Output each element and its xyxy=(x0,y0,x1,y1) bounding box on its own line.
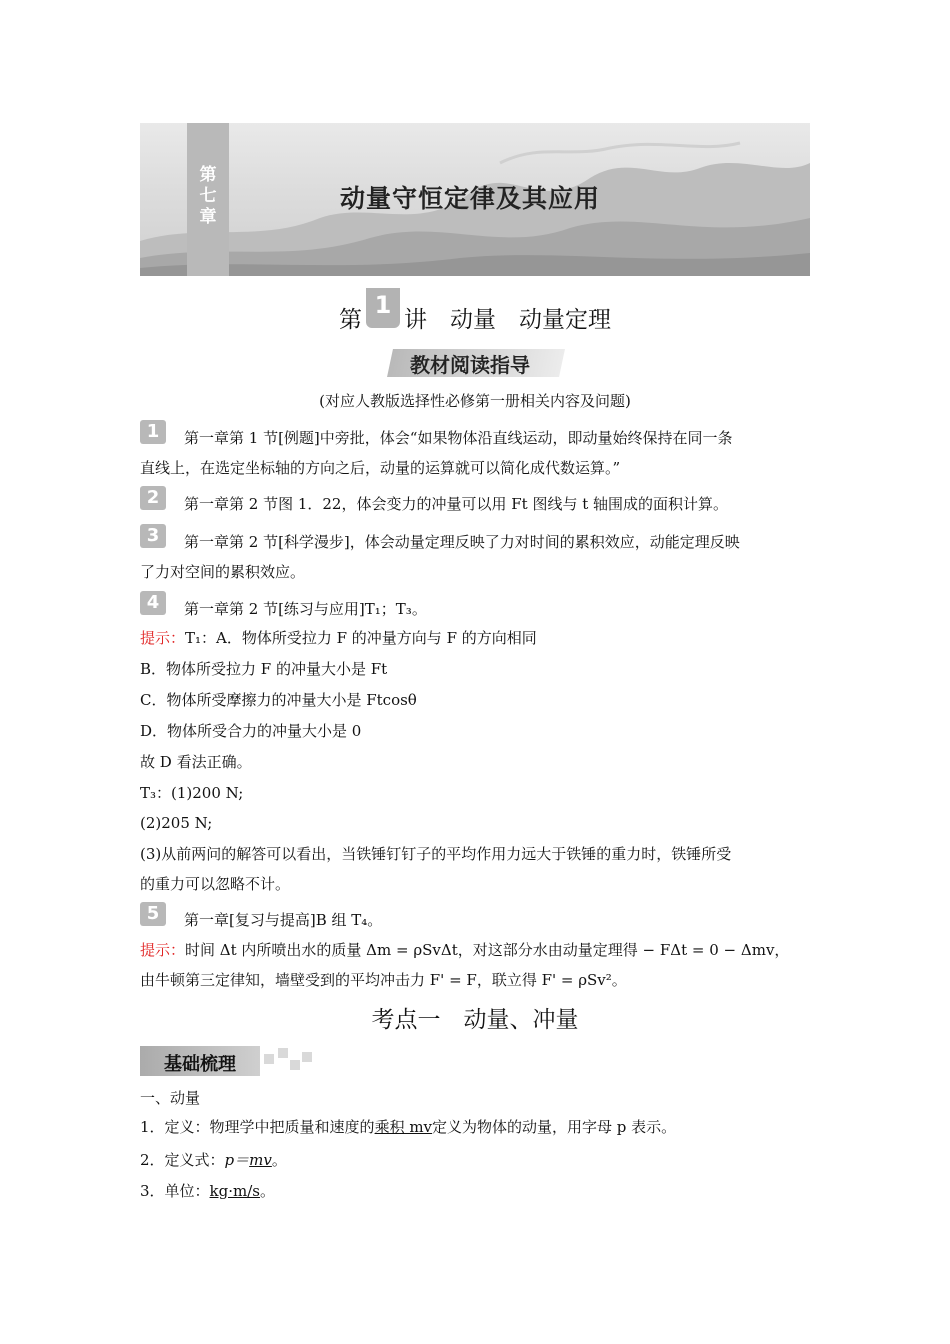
definition-line: 1．定义：物理学中把质量和速度的乘积 mv定义为物体的动量，用字母 p 表示。 xyxy=(140,1118,677,1136)
definition-answer: 乘积 mv xyxy=(374,1118,433,1136)
basics-title: 基础梳理 xyxy=(164,1054,236,1075)
item-1-line-2: 直线上，在选定坐标轴的方向之后，动量的运算就可以简化成代数运算。” xyxy=(140,459,621,477)
guide-title-badge xyxy=(390,345,562,379)
lecture-prefix: 第 xyxy=(339,307,362,333)
basics-badge xyxy=(140,1044,310,1078)
hint-5-line-2: 由牛顿第三定律知，墙壁受到的平均冲击力 F' = F，联立得 F' = ρSv²。 xyxy=(140,971,627,989)
subsection-heading: 一、动量 xyxy=(140,1089,201,1107)
hint-4-line-9: 的重力可以忽略不计。 xyxy=(140,875,291,893)
formula-answer: mv xyxy=(249,1151,272,1169)
unit-line: 3．单位：kg·m/s。 xyxy=(140,1182,275,1200)
item-number-3: 3 xyxy=(140,524,166,548)
guide-subtitle: (对应人教版选择性必修第一册相关内容及问题) xyxy=(319,392,631,410)
chapter-banner xyxy=(140,123,810,276)
unit-answer: kg·m/s xyxy=(209,1182,260,1200)
item-number-1: 1 xyxy=(140,420,166,444)
hint-4-line-8: (3)从前两问的解答可以看出，当铁锤钉钉子的平均作用力远大于铁锤的重力时，铁锤所受 xyxy=(140,845,732,863)
item-3-line-2: 了力对空间的累积效应。 xyxy=(140,563,306,581)
item-number-4: 4 xyxy=(140,591,166,615)
item-number-5: 5 xyxy=(140,902,166,926)
item-5-line-1: 第一章[复习与提高]B 组 T₄。 xyxy=(184,911,383,929)
item-2-line-1: 第一章第 2 节图 1．22，体会变力的冲量可以用 Ft 图线与 t 轴围成的面积计算。 xyxy=(184,495,729,513)
chapter-title: 动量守恒定律及其应用 xyxy=(340,184,601,213)
formula-line: 2．定义式：p＝mv。 xyxy=(140,1151,287,1169)
item-4-line-1: 第一章第 2 节[练习与应用]T₁；T₃。 xyxy=(184,600,427,618)
hint-4-line-6: T₃：(1)200 N; xyxy=(140,784,244,802)
guide-title: 教材阅读指导 xyxy=(410,353,530,377)
lecture-title xyxy=(140,291,810,340)
chapter-tab-text: 第 七 章 xyxy=(199,165,217,227)
hint-5-line-1: 提示：时间 Δt 内所喷出水的质量 Δm = ρSvΔt，对这部分水由动量定理得 − FΔt = 0 − Δmv， xyxy=(140,941,790,959)
lecture-number: 1 xyxy=(366,288,400,328)
lecture-suffix: 讲 动量 动量定理 xyxy=(404,307,611,333)
hint-4-line-1: 提示：T₁：A．物体所受拉力 F 的冲量方向与 F 的方向相同 xyxy=(140,629,537,647)
hint-4-line-3: C．物体所受摩擦力的冲量大小是 Ftcosθ xyxy=(140,691,417,709)
section-title: 考点一 动量、冲量 xyxy=(371,1007,579,1033)
item-1-line-1: 第一章第 1 节[例题]中旁批，体会“如果物体沿直线运动，即动量始终保持在同一条 xyxy=(184,429,733,447)
hint-label: 提示： xyxy=(140,941,186,959)
hint-label: 提示： xyxy=(140,629,186,647)
chapter-tab xyxy=(187,123,229,276)
hint-4-line-5: 故 D 看法正确。 xyxy=(140,753,252,771)
hint-4-line-4: D．物体所受合力的冲量大小是 0 xyxy=(140,722,362,740)
item-number-2: 2 xyxy=(140,486,166,510)
item-3-line-1: 第一章第 2 节[科学漫步]，体会动量定理反映了力对时间的累积效应，动能定理反映 xyxy=(184,533,740,551)
hint-4-line-2: B．物体所受拉力 F 的冲量大小是 Ft xyxy=(140,660,388,678)
hint-4-line-7: (2)205 N; xyxy=(140,814,213,832)
